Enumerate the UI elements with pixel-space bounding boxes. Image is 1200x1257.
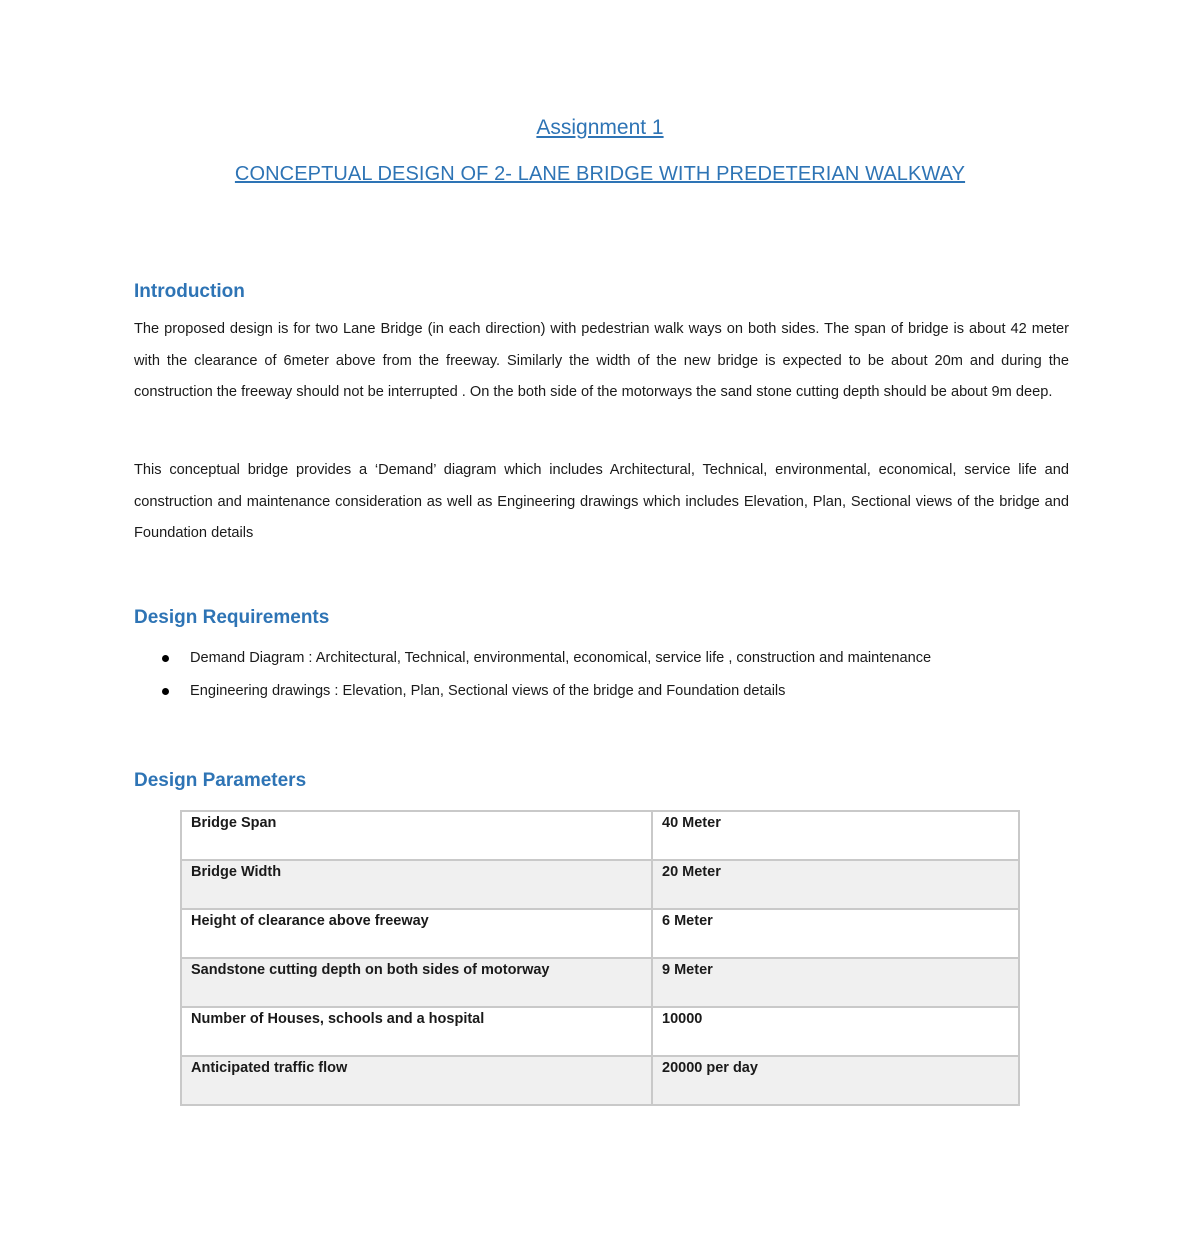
design-parameters-heading: Design Parameters (134, 770, 307, 791)
design-parameters-table (180, 810, 1020, 1106)
parameter-label: Sandstone cutting depth on both sides of motorway (181, 958, 652, 1007)
table-row (181, 811, 1019, 860)
parameter-label: Bridge Width (181, 860, 652, 909)
parameter-label: Anticipated traffic flow (181, 1056, 652, 1105)
parameter-value: 6 Meter (652, 909, 1019, 958)
list-item (134, 648, 1069, 681)
parameter-label: Bridge Span (181, 811, 652, 860)
introduction-paragraph-2: This conceptual bridge provides a ‘Demand’ diagram which includes Architectural, Technical, environmental, economical, service life and construction and maintenance consideration as well as Engineering drawings which includes Elevation, Plan, Sectional views of the bridge and Foundation details (134, 462, 1069, 542)
parameter-value: 40 Meter (652, 811, 1019, 860)
design-requirements-heading: Design Requirements (134, 607, 330, 628)
table-row (181, 958, 1019, 1007)
parameter-label: Number of Houses, schools and a hospital (181, 1007, 652, 1056)
table-row (181, 860, 1019, 909)
parameter-value: 20000 per day (652, 1056, 1019, 1105)
bullet-icon (162, 655, 169, 662)
list-item-text: Demand Diagram : Architectural, Technical, environmental, economical, service life , construction and maintenance (190, 650, 932, 666)
list-item-text: Engineering drawings : Elevation, Plan, Sectional views of the bridge and Foundation details (190, 683, 786, 699)
introduction-paragraph-1: The proposed design is for two Lane Bridge (in each direction) with pedestrian walk ways on both sides. The span of bridge is about 42 meter with the clearance of 6meter above from the freeway. Similarly the width of the new bridge is expected to be about 20m and during the construction the freeway should not be interrupted . On the both side of the motorways the sand stone cutting depth should be about 9m deep. (134, 321, 1069, 401)
document-title: Assignment 1 (536, 116, 664, 139)
table-row (181, 1007, 1019, 1056)
bullet-icon (162, 688, 169, 695)
introduction-heading: Introduction (134, 281, 245, 302)
table-row (181, 909, 1019, 958)
parameter-label: Height of clearance above freeway (181, 909, 652, 958)
list-item (134, 681, 1069, 714)
parameter-value: 20 Meter (652, 860, 1019, 909)
document-subtitle: CONCEPTUAL DESIGN OF 2- LANE BRIDGE WITH PREDETERIAN WALKWAY (234, 163, 966, 185)
table-row (181, 1056, 1019, 1105)
parameter-value: 10000 (652, 1007, 1019, 1056)
design-requirements-list (134, 648, 1069, 714)
parameter-value: 9 Meter (652, 958, 1019, 1007)
